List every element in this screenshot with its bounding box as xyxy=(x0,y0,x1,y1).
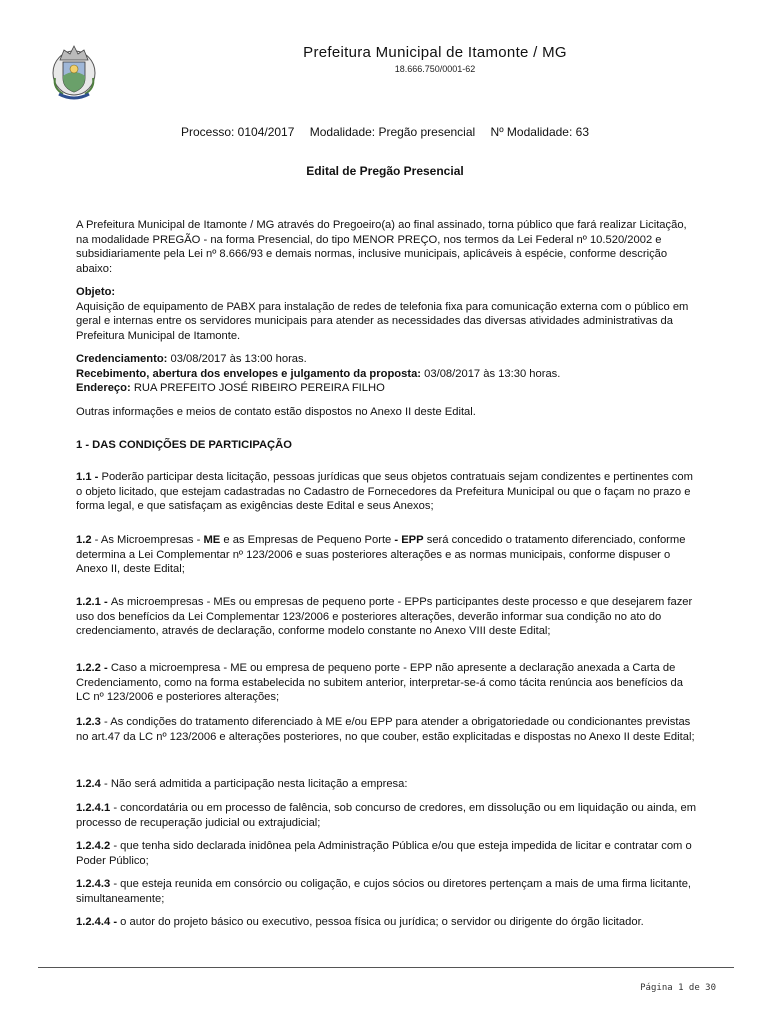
page-number: Página 1 de 30 xyxy=(640,983,716,993)
item-1-2-4-3-number: 1.2.4.3 xyxy=(76,878,111,890)
modality-number: Nº Modalidade: 63 xyxy=(490,125,589,139)
item-1-2-4-2 xyxy=(76,839,700,868)
item-1-2-2-number: 1.2.2 - xyxy=(76,662,111,674)
objeto-section xyxy=(76,285,700,343)
municipality-cnpj: 18.666.750/0001-62 xyxy=(394,64,476,74)
item-1-2-4-3-text: - que esteja reunida em consórcio ou coligação, e cujos sócios ou diretores pertençam a mais de uma firma licitante, simultaneamente; xyxy=(76,878,692,905)
process-info-line xyxy=(0,125,770,139)
item-1-2-1-number: 1.2.1 - xyxy=(76,596,111,608)
item-1-2-2-text: Caso a microempresa - ME ou empresa de pequeno porte - EPP não apresente a declaração anexada a Carta de Credenciamento, como na forma estabelecida no subitem anterior, interpretar-se-á como tácita renúncia aos benefícios da LC nº 123/2006 e posteriores alterações; xyxy=(76,662,683,704)
item-1-1 xyxy=(76,470,700,514)
municipal-coat-of-arms-logo xyxy=(50,40,98,102)
item-1-1-number: 1.1 - xyxy=(76,471,102,483)
credenciamento-value: 03/08/2017 às 13:00 horas. xyxy=(167,353,307,365)
objeto-label: Objeto: xyxy=(76,286,116,298)
endereco-value: RUA PREFEITO JOSÉ RIBEIRO PEREIRA FILHO xyxy=(130,382,385,395)
process-modality: Modalidade: Pregão presencial xyxy=(309,125,476,139)
process-number: Processo: 0104/2017 xyxy=(180,125,295,139)
recebimento-label: Recebimento, abertura dos envelopes e julgamento da proposta: xyxy=(76,367,422,380)
item-1-2-3-number: 1.2.3 xyxy=(76,716,101,728)
edital-title: Edital de Pregão Presencial xyxy=(306,164,464,178)
item-1-2-4-text: - Não será admitida a participação nesta licitação a empresa: xyxy=(100,778,408,790)
item-1-2-2 xyxy=(76,661,700,705)
item-1-2-4 xyxy=(76,777,700,792)
item-1-2-4-1-text: - concordatária ou em processo de falência, sob concurso de credores, em dissolução ou em liquidação ou ainda, em processo de recuperação judicial ou extrajudicial; xyxy=(76,802,697,829)
credenciamento-label: Credenciamento: xyxy=(76,353,168,365)
item-1-2-text-a: - As Microempresas - xyxy=(91,534,204,546)
item-1-2-text-b: e as Empresas de Pequeno Porte xyxy=(220,534,395,546)
item-1-2-me: ME xyxy=(203,534,221,546)
section-1-heading: 1 - DAS CONDIÇÕES DE PARTICIPAÇÃO xyxy=(76,439,292,451)
footer-divider xyxy=(38,967,734,968)
item-1-2-4-1-number: 1.2.4.1 xyxy=(76,802,111,814)
item-1-2-4-2-text: - que tenha sido declarada inidônea pela Administração Pública e/ou que esteja impedida de licitar e contratar com o Poder Público; xyxy=(76,840,692,867)
outras-info-text: Outras informações e meios de contato estão dispostos no Anexo II deste Edital. xyxy=(76,406,476,418)
item-1-1-text: Poderão participar desta licitação, pessoas jurídicas que seus objetos contratuais sejam condizentes e pertinentes com o objeto licitado, que estejam cadastradas no Cadastro de Fornecedores da Prefeitura Municipal ou que o façam no prazo e forma legal, e que satisfaçam as exigências deste Edital e seus Anexos; xyxy=(76,471,693,513)
item-1-2-4-4-text: o autor do projeto básico ou executivo, pessoa física ou jurídica; o servidor ou dirigente do órgão licitador. xyxy=(117,916,644,928)
item-1-2-3-text: - As condições do tratamento diferenciado à ME e/ou EPP para atender a obrigatoriedade ou condicionantes previstas no art.47 da LC nº 123/2006 e alterações posteriores, no que couber, estão explicitadas e dispostas no Anexo II deste Edital; xyxy=(76,716,695,743)
outras-info xyxy=(76,405,700,420)
endereco-label: Endereço: xyxy=(76,382,131,395)
item-1-2-4-4-number: 1.2.4.4 - xyxy=(76,916,118,928)
intro-text: A Prefeitura Municipal de Itamonte / MG através do Pregoeiro(a) ao final assinado, torna público que fará realizar Licitação, na modalidade PREGÃO - na forma Presencial, do tipo MENOR PREÇO, nos termos da Lei Federal nº 10.520/2002 e subsidiariamente pela Lei nº 8.666/93 e demais normas, inclusive municipais, aplicáveis à espécie, conforme descrição abaixo: xyxy=(76,219,687,275)
item-1-2-1-text: As microempresas - MEs ou empresas de pequeno porte - EPPs participantes deste processo e que desejarem fazer uso dos benefícios da Lei Complementar 123/2006 e posteriores alterações, deverão informar sua condição no ato do credenciamento, através de declaração, conforme modelo constante no Anexo VIII deste Edital; xyxy=(76,596,693,638)
item-1-2-4-2-number: 1.2.4.2 xyxy=(76,840,111,852)
section-1-title xyxy=(76,438,700,453)
municipality-title: Prefeitura Municipal de Itamonte / MG xyxy=(303,44,567,61)
item-1-2-4-3 xyxy=(76,877,700,906)
item-1-2-1 xyxy=(76,595,700,639)
schedule-section xyxy=(76,352,700,396)
item-1-2-number: 1.2 xyxy=(76,534,92,546)
item-1-2-4-4 xyxy=(76,915,700,930)
item-1-2-3 xyxy=(76,715,700,744)
intro-paragraph xyxy=(76,218,700,276)
item-1-2-4-number: 1.2.4 xyxy=(76,778,101,790)
item-1-2 xyxy=(76,533,700,577)
recebimento-value: 03/08/2017 às 13:30 horas. xyxy=(421,367,561,380)
item-1-2-epp: - EPP xyxy=(394,534,424,546)
item-1-2-text-c: será concedido o tratamento diferenciado, conforme determina a Lei Complementar nº 123/2006 e suas posteriores alterações e as normas municipais, conforme dispuser o Anexo II, deste Edital; xyxy=(76,534,686,576)
objeto-text: Aquisição de equipamento de PABX para instalação de redes de telefonia fixa para comunicação externa com o público em geral e internas entre os servidores municipais para atender as necessidades das diversas atividades administrativas da Prefeitura Municipal de Itamonte. xyxy=(76,300,689,342)
item-1-2-4-1 xyxy=(76,801,700,830)
